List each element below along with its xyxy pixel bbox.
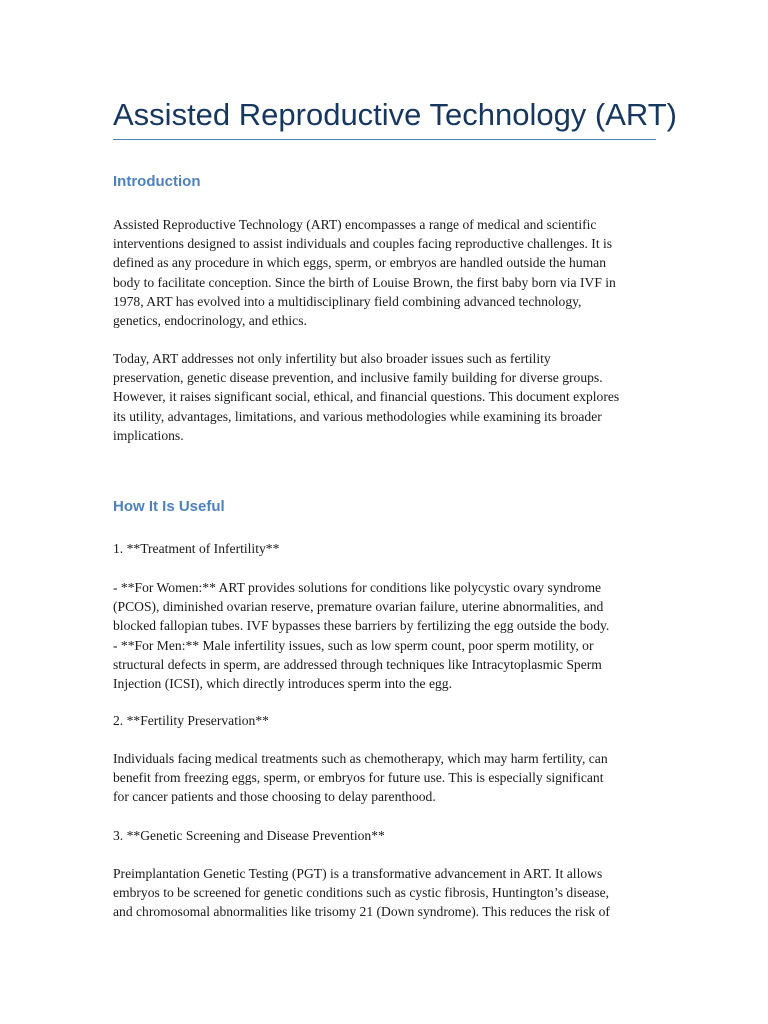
paragraph-line: genetics, endocrinology, and ethics. — [113, 313, 307, 329]
paragraph-line: for cancer patients and those choosing to delay parenthood. — [113, 789, 436, 805]
paragraph-line: Injection (ICSI), which directly introduces sperm into the egg. — [113, 676, 453, 692]
paragraph-line: interventions designed to assist individuals and couples facing reproductive challenges. It is — [113, 236, 613, 252]
paragraph-line: 1978, ART has evolved into a multidisciplinary field combining advanced technology, — [113, 293, 582, 309]
paragraph-line: 3. **Genetic Screening and Disease Prevention** — [113, 828, 385, 843]
intro-paragraph — [113, 349, 658, 445]
paragraph-line: preservation, genetic disease prevention, and inclusive family building for diverse groups. — [113, 370, 603, 386]
paragraph-line: defined as any procedure in which eggs, sperm, or embryos are handled outside the human — [113, 255, 606, 271]
paragraph-line: body to facilitate conception. Since the birth of Louise Brown, the first baby born via IVF in — [113, 274, 616, 290]
paragraph-line: Individuals facing medical treatments such as chemotherapy, which may harm fertility, can — [113, 751, 608, 766]
paragraph-line: (PCOS), diminished ovarian reserve, premature ovarian failure, uterine abnormalities, and — [113, 599, 604, 615]
paragraph-line: However, it raises significant social, ethical, and financial questions. This document explores — [113, 389, 620, 405]
title-underline — [113, 139, 656, 140]
list-item-heading — [113, 826, 658, 845]
paragraph-line: Today, ART addresses not only infertility but also broader issues such as fertility — [113, 351, 551, 366]
useful-paragraph — [113, 749, 658, 807]
paragraph-line: - **For Men:** Male infertility issues, such as low sperm count, poor sperm motility, or — [113, 637, 594, 653]
paragraph-line: and chromosomal abnormalities like trisomy 21 (Down syndrome). This reduces the risk of — [113, 904, 610, 920]
section-heading-introduction: Introduction — [113, 173, 201, 190]
paragraph-line: benefit from freezing eggs, sperm, or embryos for future use. This is especially significant — [113, 770, 604, 786]
list-item-heading — [113, 711, 658, 730]
list-item-heading — [113, 539, 658, 558]
paragraph-line: its utility, advantages, limitations, and various methodologies while examining its broader — [113, 408, 602, 424]
useful-paragraph — [113, 864, 658, 922]
paragraph-line: - **For Women:** ART provides solutions for conditions like polycystic ovary syndrome — [113, 580, 602, 595]
paragraph-line: implications. — [113, 427, 184, 443]
document-title: Assisted Reproductive Technology (ART) — [113, 97, 678, 132]
paragraph-line: structural defects in sperm, are addressed through techniques like Intracytoplasmic Sperm — [113, 656, 602, 672]
paragraph-line: Preimplantation Genetic Testing (PGT) is a transformative advancement in ART. It allows — [113, 866, 603, 881]
useful-paragraph — [113, 578, 658, 693]
paragraph-line: blocked fallopian tubes. IVF bypasses these barriers by fertilizing the egg outside the body. — [113, 618, 610, 634]
paragraph-line: 1. **Treatment of Infertility** — [113, 541, 280, 556]
section-heading-how-it-is-useful: How It Is Useful — [113, 498, 225, 515]
paragraph-line: Assisted Reproductive Technology (ART) encompasses a range of medical and scientific — [113, 217, 597, 232]
paragraph-line: 2. **Fertility Preservation** — [113, 713, 269, 728]
intro-paragraph — [113, 215, 658, 330]
paragraph-line: embryos to be screened for genetic conditions such as cystic fibrosis, Huntington’s disease, — [113, 885, 610, 901]
